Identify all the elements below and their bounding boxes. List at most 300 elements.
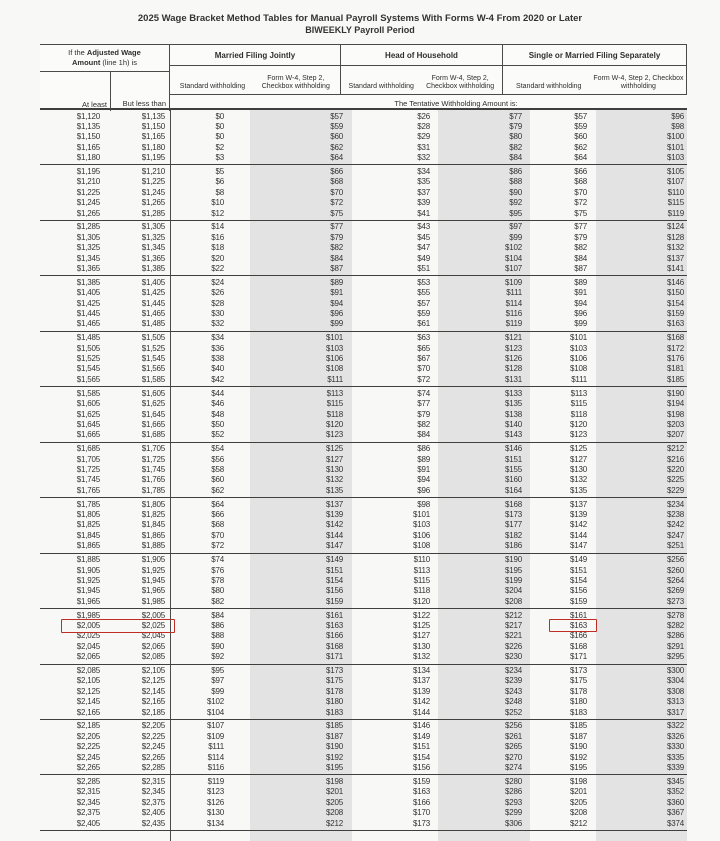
table-row [40, 510, 687, 520]
withholding-amount-cell: $113 [413, 565, 430, 575]
withholding-amount-cell: $79 [509, 121, 522, 131]
withholding-amount-cell: $247 [667, 530, 684, 540]
withholding-amount-cell: $135 [505, 399, 522, 409]
withholding-amount-cell: $82 [417, 419, 430, 429]
wage-range-cell: $1,965 [141, 586, 165, 596]
withholding-amount-cell: $291 [667, 641, 684, 651]
wage-range-cell: $1,325 [76, 243, 100, 253]
wage-range-cell: $2,085 [76, 666, 100, 676]
table-row [40, 566, 687, 576]
withholding-amount-cell: $238 [667, 510, 684, 520]
wage-range-cell: $2,315 [141, 776, 165, 786]
withholding-amount-cell: $32 [417, 153, 430, 163]
withholding-amount-cell: $39 [417, 198, 430, 208]
withholding-amount-cell: $178 [570, 686, 587, 696]
withholding-amount-cell: $128 [667, 232, 684, 242]
withholding-amount-cell: $234 [667, 499, 684, 509]
withholding-amount-cell: $68 [211, 520, 224, 530]
withholding-amount-cell: $46 [211, 399, 224, 409]
wage-range-cell: $1,865 [141, 530, 165, 540]
withholding-amount-cell: $286 [505, 787, 522, 797]
wage-range-cell: $1,405 [76, 288, 100, 298]
withholding-amount-cell: $111 [571, 374, 587, 384]
withholding-amount-cell: $286 [667, 631, 684, 641]
withholding-amount-cell: $103 [667, 153, 684, 163]
withholding-amount-cell: $142 [413, 697, 430, 707]
withholding-amount-cell: $170 [413, 808, 430, 818]
withholding-amount-cell: $151 [570, 565, 587, 575]
bracket-row-group [40, 387, 687, 442]
withholding-amount-cell: $96 [417, 485, 430, 495]
table-row [40, 586, 687, 596]
group-subheaders [341, 66, 502, 94]
wage-range-cell: $1,705 [76, 454, 100, 464]
withholding-amount-cell: $56 [211, 454, 224, 464]
wage-range-cell: $1,605 [141, 388, 165, 398]
withholding-amount-cell: $185 [326, 721, 343, 731]
withholding-amount-cell: $86 [509, 166, 522, 176]
withholding-amount-cell: $168 [667, 333, 684, 343]
table-row [40, 430, 687, 440]
withholding-amount-cell: $130 [207, 808, 224, 818]
withholding-amount-cell: $151 [326, 565, 343, 575]
withholding-amount-cell: $60 [574, 132, 587, 142]
withholding-amount-cell: $185 [570, 721, 587, 731]
withholding-amount-cell: $108 [570, 364, 587, 374]
withholding-amount-cell: $261 [505, 731, 522, 741]
wage-range-cell: $2,105 [76, 676, 100, 686]
withholding-amount-cell: $106 [413, 530, 430, 540]
wage-range-cell: $1,210 [76, 177, 100, 187]
withholding-amount-cell: $14 [211, 222, 224, 232]
at-least-label: At least [81, 100, 107, 109]
wage-range-cell: $1,805 [76, 510, 100, 520]
table-row [40, 555, 687, 565]
withholding-amount-cell: $159 [413, 776, 430, 786]
withholding-amount-cell: $103 [570, 343, 587, 353]
table-row [40, 153, 687, 163]
withholding-amount-cell: $62 [211, 485, 224, 495]
withholding-amount-cell: $335 [667, 752, 684, 762]
withholding-amount-cell: $195 [505, 565, 522, 575]
column-divider [110, 72, 111, 111]
withholding-amount-cell: $181 [667, 364, 684, 374]
withholding-amount-cell: $274 [505, 763, 522, 773]
withholding-amount-cell: $132 [413, 652, 430, 662]
wage-range-cell: $2,375 [141, 797, 165, 807]
withholding-amount-cell: $126 [505, 354, 522, 364]
withholding-amount-cell: $107 [207, 721, 224, 731]
bracket-row-group [40, 554, 687, 609]
withholding-amount-cell: $260 [667, 565, 684, 575]
withholding-amount-cell: $118 [326, 409, 343, 419]
withholding-amount-cell: $135 [570, 485, 587, 495]
withholding-amount-cell: $82 [509, 142, 522, 152]
wage-range-cell: $1,925 [141, 565, 165, 575]
wage-range-cell: $1,485 [141, 319, 165, 329]
withholding-amount-cell: $273 [667, 596, 684, 606]
withholding-amount-cell: $171 [326, 652, 343, 662]
withholding-amount-cell: $186 [505, 541, 522, 551]
wage-range-cell: $1,465 [76, 319, 100, 329]
withholding-amount-cell: $115 [667, 198, 684, 208]
withholding-amount-cell: $168 [570, 641, 587, 651]
withholding-amount-cell: $79 [417, 409, 430, 419]
group-title-mfj: Married Filing Jointly [170, 45, 340, 66]
withholding-amount-cell: $163 [570, 620, 587, 630]
wage-range-cell: $1,345 [76, 253, 100, 263]
withholding-amount-cell: $175 [326, 676, 343, 686]
filing-status-group-hoh [341, 45, 503, 94]
wage-range-cell: $2,185 [141, 707, 165, 717]
withholding-amount-cell: $133 [505, 388, 522, 398]
wage-range-cell: $1,180 [76, 153, 100, 163]
wage-range-cell: $1,505 [141, 333, 165, 343]
withholding-amount-cell: $43 [417, 222, 430, 232]
withholding-amount-cell: $37 [417, 187, 430, 197]
table-row [40, 576, 687, 586]
standard-withholding-label: Standard withholding [348, 82, 414, 90]
withholding-amount-cell: $168 [326, 641, 343, 651]
withholding-amount-cell: $234 [505, 666, 522, 676]
wage-range-cell: $1,625 [141, 399, 165, 409]
withholding-amount-cell: $35 [417, 177, 430, 187]
wage-range-cell: $1,135 [141, 111, 165, 121]
wage-range-cell: $1,135 [76, 121, 100, 131]
group-subheaders [503, 66, 686, 94]
withholding-amount-cell: $149 [570, 555, 587, 565]
withholding-amount-cell: $127 [326, 454, 343, 464]
withholding-amount-cell: $270 [505, 752, 522, 762]
withholding-amount-cell: $134 [207, 818, 224, 828]
bracket-row-group [40, 498, 687, 553]
withholding-amount-cell: $0 [215, 111, 224, 121]
withholding-amount-cell: $99 [509, 232, 522, 242]
withholding-amount-cell: $53 [417, 277, 430, 287]
withholding-amount-cell: $32 [211, 319, 224, 329]
wage-range-cell: $1,195 [141, 153, 165, 163]
table-row [40, 687, 687, 697]
withholding-amount-cell: $89 [574, 277, 587, 287]
wage-range-cell: $1,195 [76, 166, 100, 176]
withholding-amount-cell: $107 [505, 263, 522, 273]
wage-range-cell: $2,065 [141, 641, 165, 651]
withholding-amount-cell: $151 [505, 454, 522, 464]
withholding-amount-cell: $151 [413, 742, 430, 752]
withholding-amount-cell: $131 [505, 374, 522, 384]
withholding-amount-cell: $130 [570, 465, 587, 474]
withholding-amount-cell: $88 [211, 631, 224, 641]
document-title: 2025 Wage Bracket Method Tables for Manual Payroll Systems With Forms W-4 From 2020 or Later [137, 13, 583, 24]
table-row [40, 233, 687, 243]
wage-range-cell: $1,245 [76, 198, 100, 208]
standard-withholding-label: Standard withholding [179, 82, 246, 90]
withholding-amount-cell: $20 [211, 253, 224, 263]
wage-range-cell: $1,905 [141, 555, 165, 565]
wage-range-cell: $1,965 [76, 596, 100, 606]
wage-range-cell: $1,885 [141, 541, 165, 551]
withholding-amount-cell: $144 [570, 530, 587, 540]
withholding-amount-cell: $84 [330, 253, 343, 263]
tentative-withholding-label: The Tentative Withholding Amount is: [170, 94, 687, 111]
withholding-amount-cell: $195 [570, 763, 587, 773]
document-subtitle: BIWEEKLY Payroll Period [305, 25, 415, 35]
withholding-amount-cell: $163 [413, 787, 430, 797]
withholding-amount-cell: $212 [667, 444, 684, 454]
table-row [40, 309, 687, 319]
wage-range-cell: $1,565 [141, 364, 165, 374]
withholding-amount-cell: $38 [211, 354, 224, 364]
wage-range-cell: $1,485 [76, 333, 100, 343]
wage-range-cell: $2,165 [76, 707, 100, 717]
table-row [40, 732, 687, 742]
withholding-amount-cell: $146 [413, 721, 430, 731]
table-row [40, 787, 687, 797]
withholding-amount-cell: $130 [413, 641, 430, 651]
withholding-amount-cell: $34 [417, 166, 430, 176]
table-row [40, 652, 687, 662]
table-header [40, 44, 687, 110]
wage-range-cell: $2,125 [76, 686, 100, 696]
table-row [40, 209, 687, 219]
wage-range-cell: $2,145 [76, 697, 100, 707]
wage-range-cell: $1,625 [76, 409, 100, 419]
wage-range-cell: $1,345 [141, 243, 165, 253]
withholding-amount-cell: $95 [211, 666, 224, 676]
table-row [40, 541, 687, 551]
withholding-amount-cell: $78 [211, 575, 224, 585]
withholding-amount-cell: $132 [326, 475, 343, 485]
withholding-amount-cell: $212 [570, 818, 587, 828]
wage-range-cell: $1,605 [76, 399, 100, 409]
withholding-amount-cell: $10 [211, 198, 224, 208]
withholding-amount-cell: $110 [667, 187, 684, 197]
wage-range-cell: $1,120 [76, 111, 100, 121]
withholding-amount-cell: $135 [326, 485, 343, 495]
withholding-amount-cell: $0 [215, 121, 224, 131]
table-row [40, 621, 687, 631]
wage-range-cell: $2,285 [141, 763, 165, 773]
withholding-amount-cell: $374 [667, 818, 684, 828]
wage-label-bold: Amount [71, 57, 101, 67]
bracket-row-group [40, 276, 687, 331]
withholding-amount-cell: $256 [667, 555, 684, 565]
withholding-amount-cell: $99 [574, 319, 587, 329]
withholding-amount-cell: $317 [667, 707, 684, 717]
withholding-amount-cell: $16 [211, 232, 224, 242]
withholding-amount-cell: $62 [574, 142, 587, 152]
withholding-amount-cell: $101 [570, 333, 587, 343]
withholding-amount-cell: $142 [326, 520, 343, 530]
withholding-amount-cell: $108 [326, 364, 343, 374]
table-row [40, 808, 687, 818]
withholding-amount-cell: $66 [330, 166, 343, 176]
withholding-amount-cell: $94 [574, 298, 587, 308]
withholding-amount-cell: $163 [667, 319, 684, 329]
withholding-amount-cell: $31 [417, 142, 430, 152]
wage-range-cell: $1,445 [76, 309, 100, 319]
bracket-row-group [40, 665, 687, 720]
wage-range-cell: $1,210 [141, 166, 165, 176]
wage-range-cell: $1,565 [76, 374, 100, 384]
withholding-amount-cell: $208 [570, 808, 587, 818]
table-row [40, 364, 687, 374]
table-row [40, 520, 687, 530]
withholding-amount-cell: $74 [417, 388, 430, 398]
withholding-amount-cell: $89 [417, 454, 430, 464]
wage-range-cell: $1,885 [76, 555, 100, 565]
wage-range-cell: $2,045 [76, 641, 100, 651]
table-row [40, 486, 687, 496]
withholding-amount-cell: $216 [667, 454, 684, 464]
withholding-amount-cell: $115 [326, 399, 343, 409]
withholding-amount-cell: $248 [505, 697, 522, 707]
withholding-amount-cell: $185 [667, 374, 684, 384]
withholding-amount-cell: $242 [667, 520, 684, 530]
withholding-amount-cell: $178 [326, 686, 343, 696]
withholding-amount-cell: $61 [417, 319, 430, 329]
but-less-than-label: But less than [122, 99, 166, 109]
wage-range-cell: $2,205 [76, 731, 100, 741]
wage-range-cell: $1,305 [76, 232, 100, 242]
withholding-amount-cell: $72 [574, 198, 587, 208]
table-row [40, 597, 687, 607]
table-row [40, 167, 687, 177]
adjusted-wage-label [40, 45, 169, 72]
withholding-amount-cell: $91 [330, 288, 343, 298]
withholding-amount-cell: $26 [211, 288, 224, 298]
withholding-amount-cell: $91 [417, 465, 430, 474]
withholding-amount-cell: $360 [667, 797, 684, 807]
table-row [40, 763, 687, 773]
table-row [40, 666, 687, 676]
withholding-amount-cell: $205 [326, 797, 343, 807]
wage-range-cell: $2,405 [141, 808, 165, 818]
bracket-row-group [40, 221, 687, 276]
withholding-amount-cell: $201 [570, 787, 587, 797]
checkbox-withholding-label: Form W-4, Step 2, Checkbox withholding [261, 74, 330, 90]
table-row [40, 143, 687, 153]
withholding-amount-cell: $199 [505, 575, 522, 585]
withholding-amount-cell: $198 [326, 776, 343, 786]
table-row [40, 198, 687, 208]
table-row [40, 264, 687, 274]
withholding-amount-cell: $123 [207, 787, 224, 797]
withholding-amount-cell: $110 [413, 555, 430, 565]
wage-range-cell: $1,465 [141, 309, 165, 319]
wage-range-cell: $1,725 [141, 454, 165, 464]
withholding-amount-cell: $100 [667, 132, 684, 142]
withholding-amount-cell: $58 [211, 465, 224, 474]
withholding-amount-cell: $120 [413, 596, 430, 606]
table-row [40, 819, 687, 829]
withholding-amount-cell: $84 [574, 253, 587, 263]
withholding-amount-cell: $171 [570, 652, 587, 662]
withholding-amount-cell: $339 [667, 763, 684, 773]
withholding-amount-cell: $98 [671, 121, 684, 131]
withholding-amount-cell: $111 [208, 742, 224, 752]
wage-range-cell: $1,245 [141, 187, 165, 197]
withholding-amount-cell: $308 [667, 686, 684, 696]
withholding-amount-cell: $36 [211, 343, 224, 353]
withholding-amount-cell: $54 [211, 444, 224, 454]
wage-range-cell: $1,285 [141, 208, 165, 218]
withholding-amount-cell: $80 [211, 586, 224, 596]
withholding-amount-cell: $127 [413, 631, 430, 641]
wage-range-cell: $1,985 [76, 610, 100, 620]
wage-range-cell: $2,105 [141, 666, 165, 676]
withholding-amount-cell: $97 [211, 676, 224, 686]
withholding-amount-cell: $150 [667, 288, 684, 298]
withholding-amount-cell: $70 [330, 187, 343, 197]
withholding-amount-cell: $123 [505, 343, 522, 353]
wage-range-cell: $1,365 [76, 263, 100, 273]
wage-range-cell: $1,665 [141, 419, 165, 429]
withholding-amount-cell: $80 [509, 132, 522, 142]
withholding-amount-cell: $173 [570, 666, 587, 676]
wage-range-cell: $2,345 [141, 787, 165, 797]
withholding-amount-cell: $79 [330, 232, 343, 242]
table-row [40, 389, 687, 399]
wage-range-cell: $2,345 [76, 797, 100, 807]
withholding-amount-cell: $103 [413, 520, 430, 530]
table-row [40, 475, 687, 485]
withholding-amount-cell: $330 [667, 742, 684, 752]
withholding-amount-cell: $252 [505, 707, 522, 717]
wage-range-cell: $2,025 [76, 631, 100, 641]
wage-range-cell: $1,945 [141, 575, 165, 585]
withholding-amount-cell: $192 [570, 752, 587, 762]
table-row [40, 132, 687, 142]
withholding-amount-cell: $225 [667, 475, 684, 485]
withholding-amount-cell: $109 [207, 731, 224, 741]
withholding-amount-cell: $40 [211, 364, 224, 374]
withholding-amount-cell: $207 [667, 430, 684, 440]
table-row [40, 112, 687, 122]
withholding-amount-cell: $144 [413, 707, 430, 717]
withholding-amount-cell: $84 [211, 610, 224, 620]
adjusted-wage-header-box [40, 45, 170, 111]
withholding-amount-cell: $115 [570, 399, 587, 409]
withholding-amount-cell: $91 [574, 288, 587, 298]
withholding-amount-cell: $187 [326, 731, 343, 741]
wage-range-cell: $1,785 [76, 499, 100, 509]
withholding-amount-cell: $26 [417, 111, 430, 121]
withholding-amount-cell: $128 [505, 364, 522, 374]
withholding-amount-cell: $64 [211, 499, 224, 509]
withholding-amount-cell: $75 [574, 208, 587, 218]
checkbox-withholding-label: Form W-4, Step 2, Checkbox withholding [593, 74, 684, 90]
withholding-amount-cell: $84 [417, 430, 430, 440]
withholding-amount-cell: $113 [570, 388, 587, 398]
withholding-amount-cell: $300 [667, 666, 684, 676]
withholding-amount-cell: $293 [505, 797, 522, 807]
withholding-amount-cell: $180 [326, 697, 343, 707]
wage-range-cell: $1,645 [76, 419, 100, 429]
withholding-amount-cell: $243 [505, 686, 522, 696]
wage-range-cell: $1,825 [76, 520, 100, 530]
withholding-amount-cell: $154 [667, 298, 684, 308]
withholding-amount-cell: $88 [509, 177, 522, 187]
withholding-amount-cell: $130 [326, 465, 343, 474]
wage-range-cell: $1,445 [141, 298, 165, 308]
withholding-amount-cell: $192 [326, 752, 343, 762]
withholding-amount-cell: $132 [667, 243, 684, 253]
wage-range-cell: $2,225 [141, 731, 165, 741]
wage-range-cell: $1,150 [76, 132, 100, 142]
withholding-amount-cell: $70 [574, 187, 587, 197]
table-row [40, 188, 687, 198]
